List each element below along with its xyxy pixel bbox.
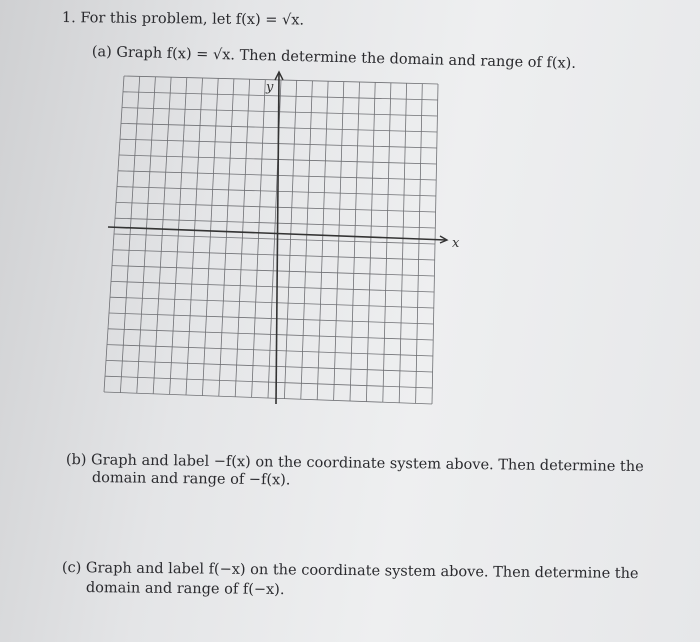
x-axis-label: x [452,236,460,251]
y-axis-label: y [266,80,274,95]
part-b-line2: domain and range of −f(x). [91,470,291,489]
part-a-text: (a) Graph f(x) = √x. Then determine the domain and range of f(x). [91,44,577,72]
y-axis [276,73,279,404]
part-c-line2: domain and range of f(−x). [85,580,285,599]
part-b-line1: (b) Graph and label −f(x) on the coordinate system above. Then determine the [65,452,644,476]
problem-intro: 1. For this problem, let f(x) = √x. [61,10,305,29]
part-c-line1: (c) Graph and label f(−x) on the coordinate system above. Then determine the [61,560,639,583]
grid-lines [104,76,438,404]
